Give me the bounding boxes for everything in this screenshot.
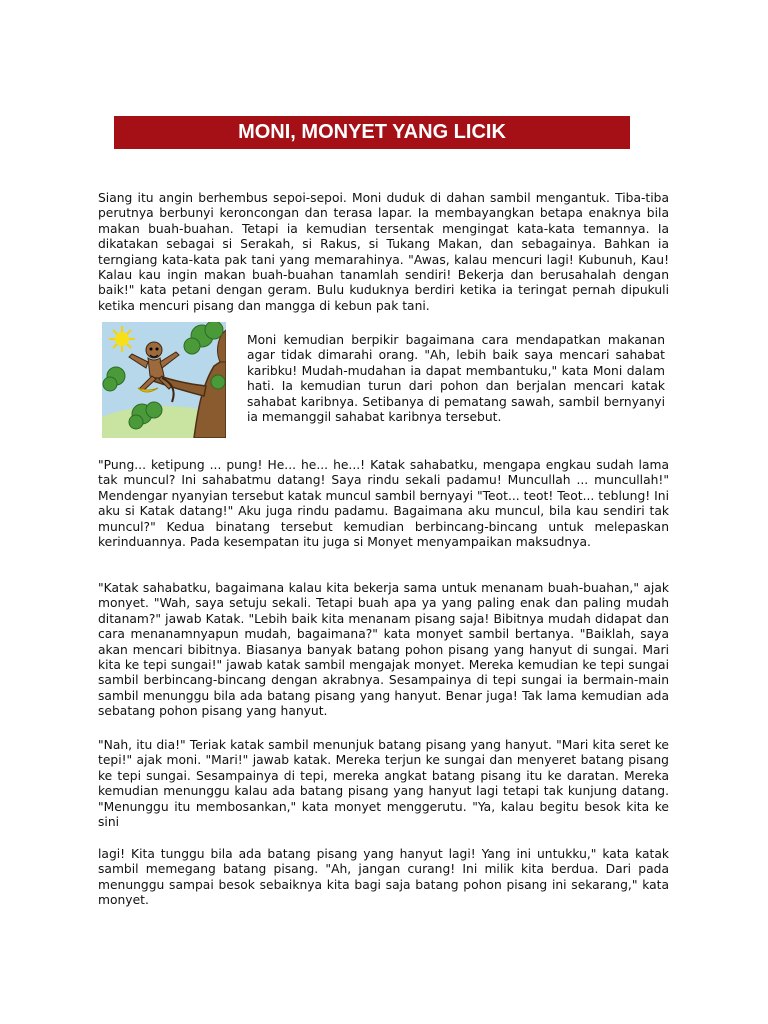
monkey-on-tree-illustration — [102, 322, 226, 438]
story-paragraph-3: "Pung... ketipung ... pung! He... he... he...! Katak sahabatku, mengapa engkau sudah lama tak muncul? Ini sahabatmu datang! Saya rindu sekali padamu! Muncullah ... muncullah!" Mendengar nyanyian tersebut katak muncul sambil bernyayi "Teot... teot! Teot... teblung! Ini aku si Katak datang!" Aku juga rindu padamu. Bagaimana aku muncul, bila kau sendiri tak muncul?" Kedua binatang tersebut kemudian berbincang-bincang untuk melepaskan kerinduannya. Pada kesempatan itu juga si Monyet menyampaikan maksudnya. — [98, 458, 669, 550]
story-paragraph-5: "Nah, itu dia!" Teriak katak sambil menunjuk batang pisang yang hanyut. "Mari kita seret ke tepi!" ajak moni. "Mari!" jawab katak. Mereka terjun ke sungai dan menyeret batang pisang ke tepi sungai. Sesampainya di tepi, mereka angkat batang pisang itu ke daratan. Mereka kemudian menunggu kalau ada batang pisang yang hanyut lagi tetapi tak kunjung datang. "Menunggu itu membosankan," kata monyet menggerutu. "Ya, kalau begitu besok kita ke sini — [98, 738, 669, 830]
story-paragraph-4: "Katak sahabatku, bagaimana kalau kita bekerja sama untuk menanam buah-buahan," ajak monyet. "Wah, saya setuju sekali. Tetapi buah apa ya yang paling enak dan paling mudah ditanam?" jawab Katak. "Lebih baik kita menanam pisang saja! Bibitnya mudah didapat dan cara menanamnyapun mudah, bagaimana?" kata monyet sambil bertanya. "Baiklah, saya akan mencari bibitnya. Biasanya banyak batang pohon pisang yang hanyut di sungai. Mari kita ke tepi sungai!" jawab katak sambil mengajak monyet. Mereka kemudian ke tepi sungai sambil berbincang-bincang dengan akrabnya. Sesampainya di tepi sungai ia bermain-main sambil menunggu bila ada batang pisang yang hanyut. Benar juga! Tak lama kemudian ada sebatang pohon pisang yang hanyut. — [98, 581, 669, 719]
story-paragraph-6: lagi! Kita tunggu bila ada batang pisang yang hanyut lagi! Yang ini untukku," kata katak sambil memegang batang pisang. "Ah, jangan curang! Ini milik kita berdua. Dari pada menunggu sampai besok sebaiknya kita bagi saja batang pohon pisang ini sekarang," kata monyet. — [98, 847, 669, 908]
story-paragraph-1: Siang itu angin berhembus sepoi-sepoi. Moni duduk di dahan sambil mengantuk. Tiba-tiba perutnya berbunyi keroncongan dan terasa lapar. Ia membayangkan betapa enaknya bila makan buah-buahan. Tetapi ia kemudian tersentak mengingat kata-kata temannya. Ia dikatakan sebagai si Serakah, si Rakus, si Tukang Makan, dan sebagainya. Bahkan ia terngiang kata-kata pak tani yang memarahinya. "Awas, kalau mencuri lagi! Kubunuh, Kau! Kalau kau ingin makan buah-buahan tanamlah sendiri! Bekerja dan berusahalah dengan baik!" kata petani dengan geram. Bulu kuduknya berdiri ketika ia teringat pernah dipukuli ketika mencuri pisang dan mangga di kebun pak tani. — [98, 191, 669, 313]
story-paragraph-2: Moni kemudian berpikir bagaimana cara mendapatkan makanan agar tidak dimarahi orang. "Ah, lebih baik saya mencari sahabat karibku! Mudah-mudahan ia dapat membantuku," kata Moni dalam hati. Ia kemudian turun dari pohon dan berjalan mencari katak sahabat karibnya. Setibanya di pematang sawah, sambil bernyanyi ia memanggil sahabat karibnya tersebut. — [247, 333, 665, 425]
page-title: MONI, MONYET YANG LICIK — [114, 116, 630, 149]
